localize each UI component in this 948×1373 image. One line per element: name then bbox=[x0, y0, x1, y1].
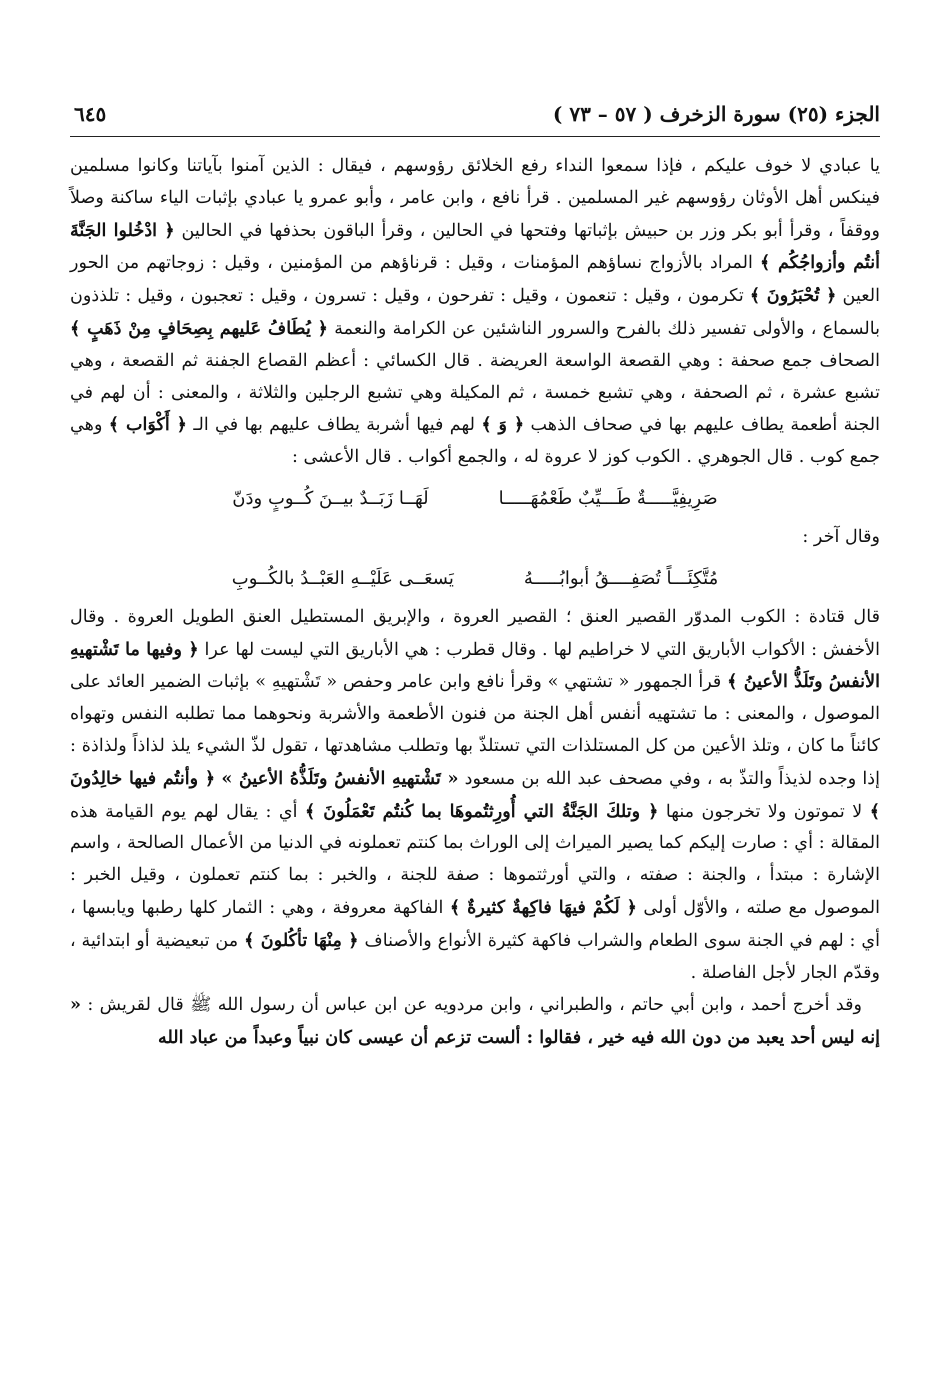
text-run: الفاكهة معروفة ، وهي : الثمار كلها رطبها ويابسها ، أي : لهم في الجنة سوى الطعام والشراب فاكهة كثيرة الأنواع والأصناف bbox=[70, 897, 881, 951]
text-run: تكرمون ، وقيل : تنعمون ، وقيل : تفرحون ، وقيل : تسرون ، وقيل : تعجبون ، وقيل : تلذذون بالسماع ، والأولى تفسير ذلك بالفرح والسرور الناشئين عن الكرامة والنعمة bbox=[70, 286, 881, 339]
quran-verse: ﴿ تُحْبَرُونَ ﴾ bbox=[749, 285, 837, 307]
text-run: وهي جمع كوب . قال الجوهري . الكوب كوز لا عروة له ، والجمع أكواب . قال الأعشى : bbox=[70, 415, 880, 468]
quran-verse: ﴿ وتلكَ الجَنَّةُ التي أُورِثتُموهَا بما كُنتُم تَعْمَلُونَ ﴾ bbox=[305, 800, 659, 822]
paragraph bbox=[70, 151, 880, 474]
text-run: يا عبادي لا خوف عليكم ، فإذا سمعوا النداء رفع الخلائق رؤوسهم ، فيقال : الذين آمنوا بآياتنا وكانوا مسلمين فينكس أهل الأوثان رؤوسهم غير المسلمين . قرأ نافع ، وابن عامر ، وأبو عمرو يا عبادي بإثبات الياء ساكنة وصلاً ووقفاً ، وقرأ أبو بكر وزر بن حبيش بإثباتها وفتحها في الحالين ، وقرأ الباقون بحذفها في الحالين bbox=[70, 156, 880, 241]
text-run: الصحاف جمع صحفة : وهي القصعة الواسعة العريضة . قال الكسائي : أعظم القصاع الجفنة ثم القصعة ، وهي تشبع عشرة ، ثم الصحفة ، وهي تشبع خمسة ، ثم المكيلة وهي تشبع الرجلين والثلاثة ، والمعنى : أن لهم في الجنة أطعمة يطاف عليهم بها في صحاف الذهب bbox=[70, 350, 881, 436]
page-number: ٦٤٥ bbox=[74, 102, 107, 126]
body-text bbox=[70, 151, 880, 1055]
poem-hemistich-first: مُتَّكِئَـــاً تُصَفِــــقُ أبوابُـــــهُ bbox=[523, 567, 719, 589]
quran-verse: ﴿ لَكُمْ فيهَا فاكِهةٌ كثيرةٌ ﴾ bbox=[449, 896, 637, 918]
poem-hemistich-second: يَسعَــى عَلَيْــهِ العَبْــدُ بالكُــوبِ bbox=[231, 567, 454, 589]
quran-verse: ﴿ وَ ﴾ bbox=[481, 414, 525, 436]
running-head-title: الجزء (٢٥) سورة الزخرف ( ٥٧ – ٧٣ ) bbox=[552, 102, 880, 126]
quran-verse: ﴿ يُطَافُ عَليهم بِصِحَافٍ مِنْ ذَهَبٍ ﴾ bbox=[70, 317, 328, 339]
quran-verse: ﴿ مِنْهَا تأكُلونَ ﴾ bbox=[244, 929, 359, 951]
poem-hemistich-second: لَهَــا زَبَــدٌ بيــنَ كُــوبٍ ودَنّ bbox=[232, 487, 429, 509]
text-run: قال قتادة : الكوب المدوّر القصير العنق ؛ القصير العروة ، والإبريق المستطيل العنق الطويل العروة . وقال الأخفش : الأكواب الأباريق التي لا خراطيم لها . وقال قطرب : هي الأباريق التي ليست لها عرا bbox=[70, 606, 881, 660]
text-run: وقد أخرج أحمد ، وابن أبي حاتم ، والطبراني ، وابن مردويه عن ابن عباس أن رسول الله ﷺ قال لقريش : bbox=[87, 995, 863, 1016]
text-run: لا تموتون ولا تخرجون منها bbox=[665, 801, 863, 822]
text-run: لهم فيها أشربة يطاف عليهم بها في الـ bbox=[193, 415, 475, 436]
page bbox=[70, 96, 880, 1333]
quran-verse: ﴿ وفيها ما تَشْتهيهِ الأنفسُ وتَلَذُّ الأعينُ ﴾ bbox=[70, 638, 880, 693]
paragraph bbox=[70, 602, 880, 990]
poem-line bbox=[70, 480, 880, 518]
paragraph bbox=[70, 989, 880, 1055]
text-run: من تبعيضية أو ابتدائية ، وقدّم الجار لأجل الفاصلة . bbox=[70, 930, 880, 983]
quran-verse: « تَشْتهيهِ الأنفسُ وتَلَذُّهُ الأعينُ » bbox=[221, 767, 459, 789]
quran-verse: ﴿ وأنتُم فيها خالِدُونَ ﴾ bbox=[70, 767, 881, 822]
text-run: قرأ الجمهور « تشتهي » وقرأ نافع وابن عامر وحفص « تَشْتهيهِ » بإثبات الضمير العائد على الموصول ، والمعنى : ما تشتهيه أنفس أهل الجنة من فنون الأطعمة والأشربة ونحوهما مما تطلبه النفس وتهواه كائناً ما كان ، وتلذ الأعين من كل المستلذات التي تستلذّ بها وتطلب مشاهدتها ، تقول لذّ الشيء يلذ لذاذاً ولذاذة : إذا وجده لذيذاً والتذّ به ، وفي مصحف عبد الله بن مسعود bbox=[70, 672, 881, 789]
quran-verse: ﴿ ادْخُلوا الجَنَّةَ أنتُم وأزواجُكُم ﴾ bbox=[70, 219, 880, 274]
poem-intro: وقال آخر : bbox=[802, 526, 880, 547]
running-head bbox=[70, 96, 880, 137]
text-run: أي : يقال لهم يوم القيامة هذه المقالة : أي : صارت إليكم كما يصير الميراث إلى الوراث بما كنتم تعملونه في الدنيا من الأعمال الصالحة ، واسم الإشارة : مبتدأ ، والجنة : صفته ، والتي أورثتموها : صفة للجنة ، والخبر : بما كنتم تعملون ، وقيل الخبر : الموصول مع صلته ، والأوّل أولى bbox=[70, 801, 881, 918]
hadith-quote: « إنه ليس أحد يعبد من دون الله فيه خير ، فقالوا : ألست تزعم أن عيسى كان نبياً وعبداً من عباد الله bbox=[70, 994, 880, 1049]
poem-line bbox=[70, 560, 880, 598]
text-run: المراد بالأزواج نساؤهم المؤمنات ، وقيل : قرناؤهم من المؤمنين ، وقيل : زوجاتهم من الحور العين bbox=[70, 253, 880, 307]
quran-verse: ﴿ أَكْوَاب ﴾ bbox=[108, 414, 187, 436]
poem-hemistich-first: صَرِيفِيَّـــــةٌ طَـــيِّبٌ طَعْمُهَـــــا bbox=[498, 487, 718, 509]
